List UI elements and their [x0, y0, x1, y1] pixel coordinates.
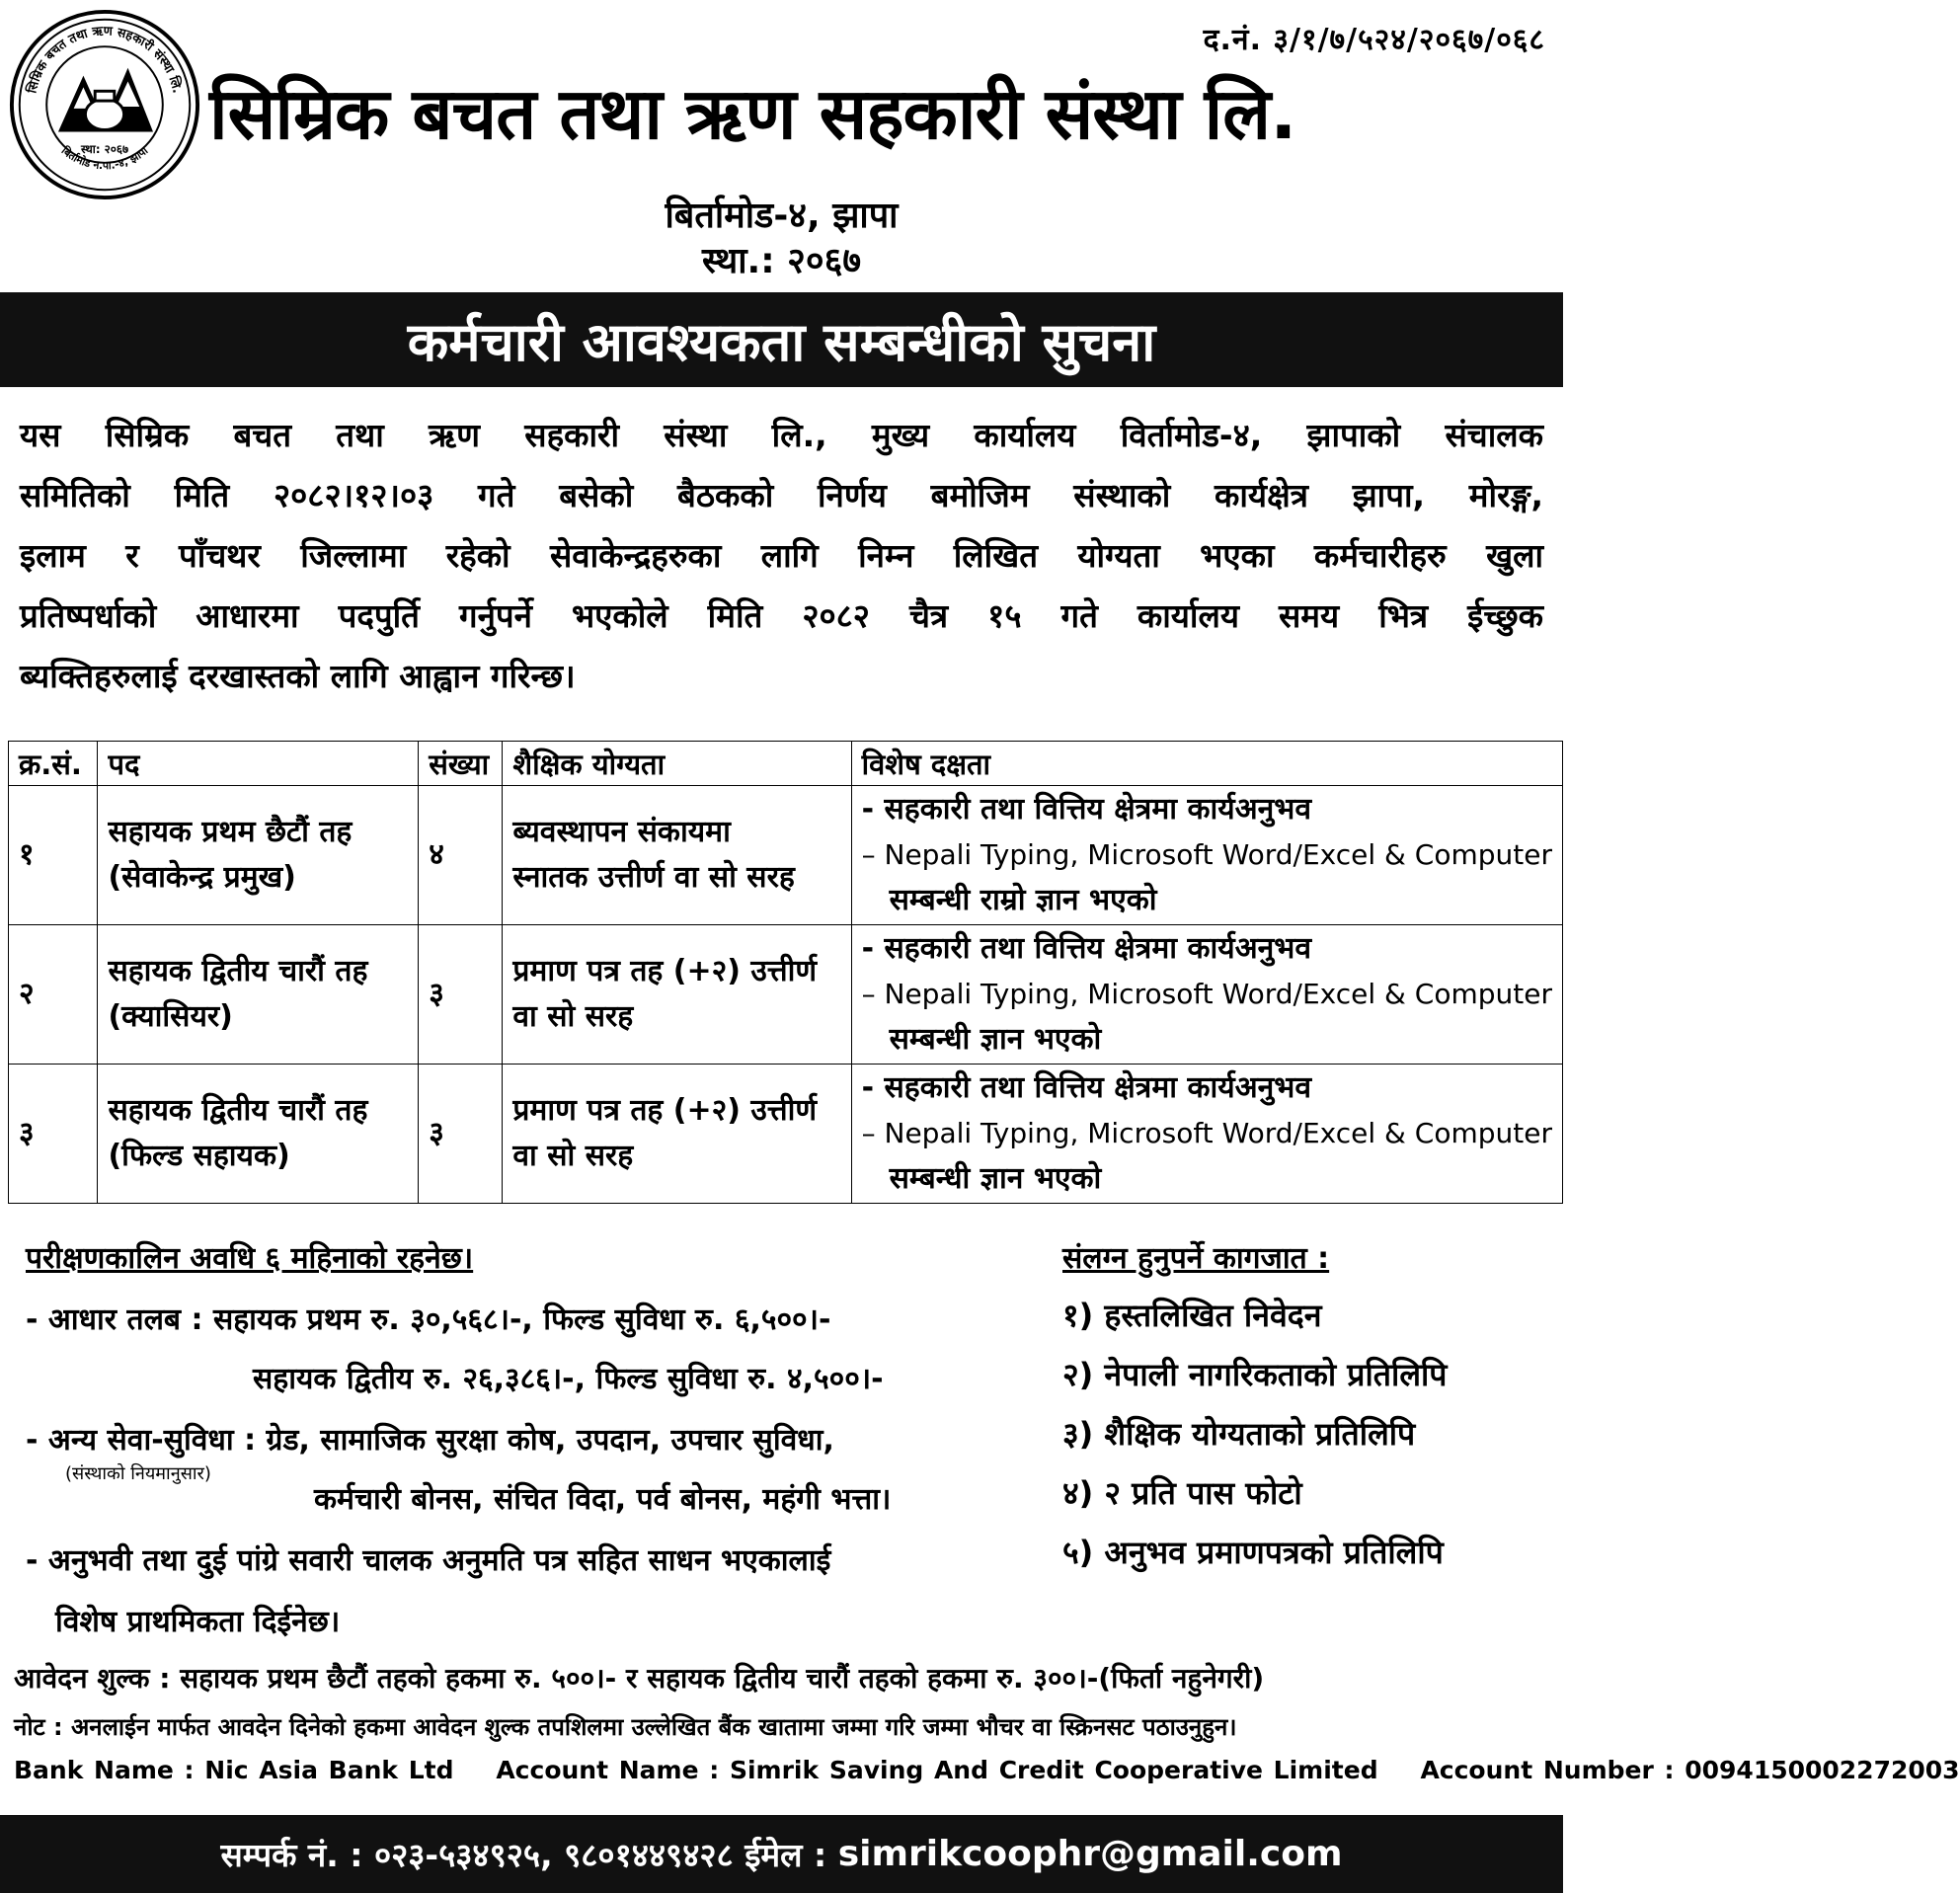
skill-line: – Nepali Typing, Microsoft Word/Excel & Computer	[861, 978, 1552, 1010]
notice-title-banner	[0, 292, 1563, 387]
account-name-label: Account Name :	[496, 1756, 720, 1784]
skills-cell	[851, 1065, 1562, 1204]
skill-line: सम्बन्धी ज्ञान भएको	[889, 1022, 1102, 1057]
table-row	[9, 1065, 1563, 1204]
post-line: सहायक द्वितीय चारौं तह	[108, 954, 368, 988]
skills-cell	[851, 925, 1562, 1065]
logo-ring-text: सिम्रिक बचत तथा ऋण सहकारी संस्था लि.	[25, 24, 185, 95]
skill-line: – Nepali Typing, Microsoft Word/Excel & Computer	[861, 1117, 1552, 1149]
education-line: स्नातक उत्तीर्ण वा सो सरह	[512, 860, 795, 895]
education-line: प्रमाण पत्र तह (+२) उत्तीर्ण	[512, 1093, 818, 1128]
logo-est-text: स्था: २०६७	[80, 142, 129, 156]
document-item: २) नेपाली नागरिकताको प्रतिलिपि	[1062, 1356, 1448, 1393]
document-item: ४) २ प्रति पास फोटो	[1062, 1474, 1302, 1512]
logo-bottom-text: बिर्तामोड न.पा.-४, झापा	[58, 143, 151, 173]
serial-cell: ३	[9, 1065, 98, 1204]
post-line: (फिल्ड सहायक)	[108, 1139, 290, 1173]
intro-paragraph	[20, 405, 1543, 706]
contact-footer	[0, 1815, 1563, 1893]
organization-logo	[8, 8, 201, 201]
document-item: ५) अनुभव प्रमाणपत्रको प्रतिलिपि	[1062, 1534, 1444, 1571]
table-header-row	[9, 742, 1563, 786]
account-name: Simrik Saving And Credit Cooperative Limited	[729, 1756, 1378, 1784]
education-cell	[503, 925, 851, 1065]
bank-details	[14, 1756, 1960, 1784]
skill-line: सम्बन्धी राम्रो ज्ञान भएको	[889, 883, 1157, 917]
skill-line: - सहकारी तथा वित्तिय क्षेत्रमा कार्यअनुभव	[861, 1070, 1312, 1105]
email-address: simrikcoophr@gmail.com	[837, 1834, 1343, 1874]
education-line: ब्यवस्थापन संकायमा	[512, 815, 731, 849]
account-number-label: Account Number :	[1420, 1756, 1675, 1784]
count-cell: ३	[419, 925, 503, 1065]
post-line: सहायक प्रथम छैटौं तह	[108, 815, 353, 849]
serial-cell: १	[9, 786, 98, 925]
education-line: प्रमाण पत्र तह (+२) उत्तीर्ण	[512, 954, 818, 988]
post-cell	[98, 1065, 419, 1204]
phone-number: ०२३-५३४९२५, ९८०१४४९४२८	[373, 1836, 734, 1874]
benefits-note: (संस्थाको नियमानुसार)	[65, 1463, 211, 1484]
intro-line: समितिको मिति २०८२।१२।०३ गते बसेको बैठकको निर्णय बमोजिम संस्थाको कार्यक्षेत्र झापा, मोरङ्ग,	[20, 476, 1543, 514]
skill-line: - सहकारी तथा वित्तिय क्षेत्रमा कार्यअनुभव	[861, 792, 1312, 827]
notice-title: कर्मचारी आवश्यकता सम्बन्धीको सुचना	[407, 311, 1156, 373]
table-row	[9, 786, 1563, 925]
application-fee: आवेदन शुल्क : सहायक प्रथम छैटौं तहको हकमा रु. ५००।- र सहायक द्वितीय चारौं तहको हकमा रु. ३००।-(फिर्ता नहुनेगरी)	[14, 1662, 1265, 1695]
bank-name-label: Bank Name :	[14, 1756, 195, 1784]
intro-line: यस सिम्रिक बचत तथा ऋण सहकारी संस्था लि., मुख्य कार्यालय विर्तामोड-४, झापाको संचालक	[20, 416, 1543, 454]
intro-line: ब्यक्तिहरुलाई दरखास्तको लागि आह्वान गरिन्छ।	[20, 657, 576, 695]
online-note: नोट : अनलाईन मार्फत आवदेन दिनेको हकमा आवेदन शुल्क तपशिलमा उल्लेखित बैंक खातामा जम्मा गरि जम्मा भौचर वा स्क्रिनसट पठाउनुहुन।	[14, 1713, 1237, 1741]
document-item: १) हस्तलिखित निवेदन	[1062, 1297, 1322, 1334]
skill-line: - सहकारी तथा वित्तिय क्षेत्रमा कार्यअनुभव	[861, 931, 1312, 966]
bank-name: Nic Asia Bank Ltd	[204, 1756, 454, 1784]
header-skills: विशेष दक्षता	[851, 742, 1562, 786]
probation-note: परीक्षणकालिन अवधि ६ महिनाको रहनेछ।	[26, 1241, 474, 1276]
education-cell	[503, 1065, 851, 1204]
education-line: वा सो सरह	[512, 1139, 634, 1173]
salary-line: सहायक द्वितीय रु. २६,३८६।-, फिल्ड सुविधा रु. ४,५००।-	[253, 1362, 884, 1396]
post-line: (क्यासियर)	[108, 999, 233, 1034]
establishment-year: स्था.: २०६७	[701, 241, 862, 281]
count-cell: ३	[419, 1065, 503, 1204]
post-line: सहायक द्वितीय चारौं तह	[108, 1093, 368, 1128]
organization-name: सिम्रिक बचत तथा ऋण सहकारी संस्था लि.	[209, 72, 1296, 155]
benefits-line: कर्मचारी बोनस, संचित विदा, पर्व बोनस, महंगी भत्ता।	[314, 1482, 892, 1517]
post-cell	[98, 786, 419, 925]
post-cell	[98, 925, 419, 1065]
intro-line: प्रतिष्पर्धाको आधारमा पदपुर्ति गर्नुपर्ने भएकोले मिति २०८२ चैत्र १५ गते कार्यालय समय भित्र ईच्छुक	[20, 596, 1543, 635]
priority-line: - अनुभवी तथा दुई पांग्रे सवारी चालक अनुमति पत्र सहित साधन भएकालाई	[26, 1543, 831, 1578]
education-line: वा सो सरह	[512, 999, 634, 1034]
count-cell: ४	[419, 786, 503, 925]
skills-cell	[851, 786, 1562, 925]
serial-cell: २	[9, 925, 98, 1065]
vacancy-table	[8, 741, 1563, 1204]
table-row	[9, 925, 1563, 1065]
header-post: पद	[98, 742, 419, 786]
registration-number: द.नं. ३/१/७/५२४/२०६७/०६८	[1203, 23, 1545, 57]
priority-line: विशेष प्राथमिकता दिईनेछ।	[55, 1605, 341, 1639]
salary-line: - आधार तलब : सहायक प्रथम रु. ३०,५६८।-, फिल्ड सुविधा रु. ६,५००।-	[26, 1302, 831, 1337]
skill-line: सम्बन्धी ज्ञान भएको	[889, 1161, 1102, 1196]
organization-address: बिर्तामोड-४, झापा	[665, 196, 899, 236]
benefits-line: - अन्य सेवा-सुविधा : ग्रेड, सामाजिक सुरक्षा कोष, उपदान, उपचार सुविधा,	[26, 1423, 834, 1458]
account-number: 0094150002272003	[1685, 1756, 1960, 1784]
skill-line: – Nepali Typing, Microsoft Word/Excel & Computer	[861, 838, 1552, 871]
header-serial: क्र.सं.	[9, 742, 98, 786]
header-education: शैक्षिक योग्यता	[503, 742, 851, 786]
phone-label: सम्पर्क नं. :	[220, 1836, 363, 1874]
post-line: (सेवाकेन्द्र प्रमुख)	[108, 860, 296, 895]
documents-title: संलग्न हुनुपर्ने कागजात :	[1062, 1241, 1330, 1276]
document-item: ३) शैक्षिक योग्यताको प्रतिलिपि	[1062, 1415, 1416, 1453]
education-cell	[503, 786, 851, 925]
header-count: संख्या	[419, 742, 503, 786]
intro-line: इलाम र पाँचथर जिल्लामा रहेको सेवाकेन्द्रहरुका लागि निम्न लिखित योग्यता भएका कर्मचारीहरु खुला	[20, 536, 1543, 575]
email-label: ईमेल :	[745, 1836, 827, 1874]
svg-text:सिम्रिक बचत तथा ऋण सहकारी संस्	[24, 24, 185, 96]
